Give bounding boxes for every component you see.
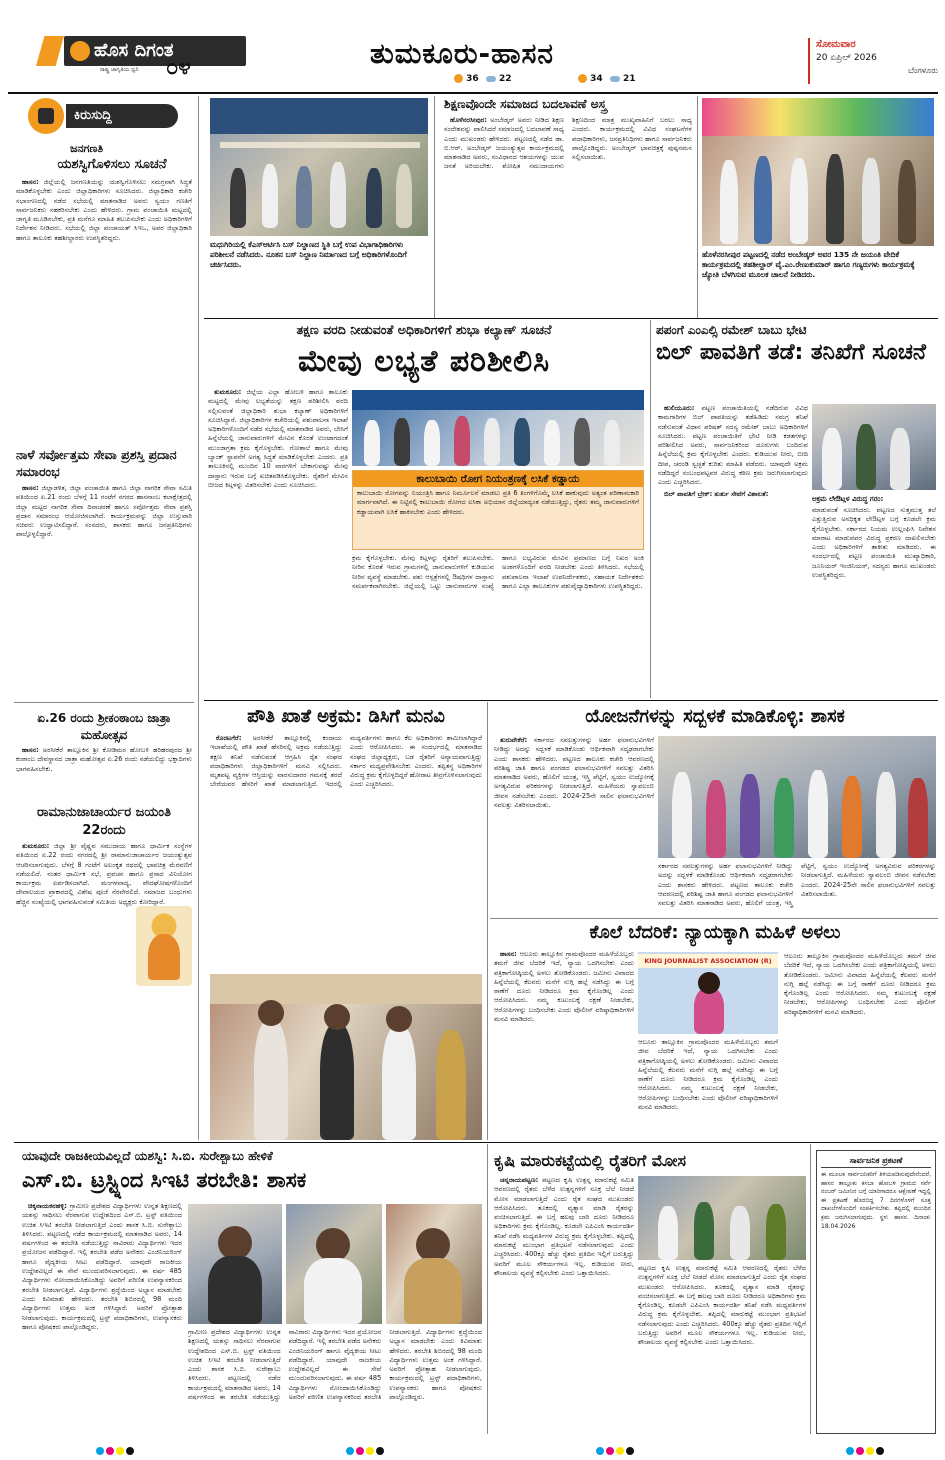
s2-body — [16, 484, 192, 698]
notice-body: ಈ ಮೂಲಕ ಸಾರ್ವಜನಿಕರಿಗೆ ತಿಳಿಯಪಡಿಸುವುದೇನೆಂದರೆ, ಹಾಸನ ತಾಲ್ಲೂಕು ಕಸಬಾ ಹೋಬಳಿ ಗ್ರಾಮದ ಸರ್ವೆ ನಂಬರ್ ಜಮೀನಿನ ಬಗ್ಗೆ ಯಾರಿಗಾದರೂ ಆಕ್ಷೇಪಣೆ ಇದ್ದಲ್ಲಿ ಈ ಪ್ರಕಟಣೆ ಹೊರಬಿದ್ದ 7 ದಿನಗಳೊಳಗೆ ಸೂಕ್ತ ದಾಖಲೆಗಳೊಂದಿಗೆ ಸಂಪರ್ಕಿಸಬೇಕು. ತಪ್ಪಿದಲ್ಲಿ ಮುಂದಿನ ಕ್ರಮ ಜರುಗಿಸಲಾಗುವುದು. ಸ್ಥಳ: ಹಾಸನ. ದಿನಾಂಕ: 18.04.2026 — [821, 1171, 931, 1230]
sidebar-brand — [28, 98, 188, 134]
story2-title: ಕೃಷಿ ಮಾರುಕಟ್ಟೆಯಲ್ಲಿ ರೈತರಿಗೆ ಮೋಸ — [494, 1151, 687, 1170]
lead-title: ಮೇವು ಲಭ್ಯತೆ ಪರಿಶೀಲಿಸಿ — [297, 344, 551, 379]
masthead-logo-block — [36, 36, 252, 86]
bottom-row-rule — [14, 1142, 938, 1143]
right-sub-3: ಅಕ್ರಮ ಲೇಔಟ್ಗಳ ವಿರುದ್ಧ ಗರಂ: — [812, 495, 884, 503]
mid-body-3-cont: ಆಲೂರು ತಾಲ್ಲೂಕಿನ ಗ್ರಾಮವೊಂದರ ಮಹಿಳೆಯೊಬ್ಬರು ತಮಗೆ ಜೀವ ಬೆದರಿಕೆ ಇದೆ, ನ್ಯಾಯ ಒದಗಿಸಬೇಕು ಎಂದು ಪತ್ರಿಕಾಗೋಷ್ಠಿಯಲ್ಲಿ ಅಳಲು ತೋಡಿಕೊಂಡರು. ಜಮೀನು ವಿವಾದದ ಹಿನ್ನೆಲೆಯಲ್ಲಿ ಕೆಲವರು ಮನೆಗೆ ನುಗ್ಗಿ ಹಲ್ಲೆ ನಡೆಸಿದ್ದು ಈ ಬಗ್ಗೆ ಠಾಣೆಗೆ ದೂರು ನೀಡಿದರೂ ಕ್ರಮ ಕೈಗೊಂಡಿಲ್ಲ ಎಂದು ಆರೋಪಿಸಿದರು. ನಮ್ಮ ಕುಟುಂಬಕ್ಕೆ ರಕ್ಷಣೆ ನೀಡಬೇಕು, ಆರೋಪಿಗಳನ್ನು ಬಂಧಿಸಬೇಕು ಎಂದು ಪೊಲೀಸ್ ವರಿಷ್ಠಾಧಿಕಾರಿಗಳಿಗೆ ಮನವಿ ಮಾಡಿದರು. — [638, 1038, 778, 1112]
right-kicker: ಪಪಂಗೆ ಎಂಎಲ್ಸಿ ರಮೇಶ್ ಬಾಬು ಭೇಟಿ — [656, 323, 807, 337]
mid-title-1: ಪೌತಿ ಖಾತೆ ಅಕ್ರಮ: ಡಿಸಿಗೆ ಮನವಿ — [247, 706, 445, 727]
mid-body-3-text: ಆಲೂರು ತಾಲ್ಲೂಕಿನ ಗ್ರಾಮವೊಂದರ ಮಹಿಳೆಯೊಬ್ಬರು ತಮಗೆ ಜೀವ ಬೆದರಿಕೆ ಇದೆ, ನ್ಯಾಯ ಒದಗಿಸಬೇಕು ಎಂದು ಪತ್ರಿಕಾಗೋಷ್ಠಿಯಲ್ಲಿ ಅಳಲು ತೋಡಿಕೊಂಡರು. ಜಮೀನು ವಿವಾದದ ಹಿನ್ನೆಲೆಯಲ್ಲಿ ಕೆಲವರು ಮನೆಗೆ ನುಗ್ಗಿ ಹಲ್ಲೆ ನಡೆಸಿದ್ದು ಈ ಬಗ್ಗೆ ಠಾಣೆಗೆ ದೂರು ನೀಡಿದರೂ ಕ್ರಮ ಕೈಗೊಂಡಿಲ್ಲ ಎಂದು ಆರೋಪಿಸಿದರು. ನಮ್ಮ ಕುಟುಂಬಕ್ಕೆ ರಕ್ಷಣೆ ನೀಡಬೇಕು, ಆರೋಪಿಗಳನ್ನು ಬಂಧಿಸಬೇಕು ಎಂದು ಪೊಲೀಸ್ ವರಿಷ್ಠಾಧಿಕಾರಿಗಳಿಗೆ ಮನವಿ ಮಾಡಿದರು. — [494, 950, 634, 1024]
mid-dateline-1: ಕೊರಟಗೆರೆ: — [216, 734, 242, 742]
mid-body-2-cont: ಸರ್ಕಾರದ ಸವಲತ್ತುಗಳನ್ನು ಅರ್ಹ ಫಲಾನುಭವಿಗಳಿಗೆ ನೀಡಿದ್ದು ಅದನ್ನು ಸದ್ಬಳಕೆ ಮಾಡಿಕೊಂಡು ಆರ್ಥಿಕವಾಗಿ ಸದೃಢರಾಗಬೇಕು ಎಂದು ಶಾಸಕರು ಹೇಳಿದರು. ಪಟ್ಟಣದ ತಾಲೂಕು ಕಚೇರಿ ಆವರಣದಲ್ಲಿ ಪರಿಶಿಷ್ಟ ಜಾತಿ ಹಾಗೂ ಪಂಗಡದ ಫಲಾನುಭವಿಗಳಿಗೆ ಸವಲತ್ತು ವಿತರಿಸಿ ಮಾತನಾಡಿದ ಅವರು, ಹೊಲಿಗೆ ಯಂತ್ರ, ಇಸ್ತ್ರಿ ಪೆಟ್ಟಿಗೆ, ಸ್ವಯಂ ಉದ್ಯೋಗಕ್ಕೆ ಅಗತ್ಯವಿರುವ ಪರಿಕರಗಳನ್ನು ನೀಡಲಾಗುತ್ತಿದೆ. ಮಹಿಳೆಯರು ಸ್ವಾವಲಂಬಿ ಜೀವನ ನಡೆಸಬೇಕು ಎಂದರು. 2024-25ನೇ ಸಾಲಿನ ಫಲಾನುಭವಿಗಳಿಗೆ ಸವಲತ್ತು ವಿತರಿಸಲಾಯಿತು. — [658, 862, 936, 908]
s1-dateline: ಹಾಸನ: — [22, 178, 39, 186]
day-name: ಸೋಮವಾರ — [816, 39, 856, 50]
weather-block-1 — [454, 74, 524, 88]
mid-title-3: ಕೊಲೆ ಬೆದರಿಕೆ: ನ್ಯಾಯಕ್ಕಾಗಿ ಮಹಿಳೆ ಅಳಲು — [589, 922, 841, 943]
print-marks-3 — [596, 1440, 636, 1459]
bottom-title: ಎಸ್.ಬಿ. ಟ್ರಸ್ಟ್ನಿಂದ ಸಿಇಟಿ ತರಬೇತಿ: ಶಾಸಕ — [22, 1168, 307, 1192]
story-dateline: ಹೊಳೆನರಸೀಪುರ: — [450, 116, 487, 124]
weather-2-min: 21 — [622, 74, 636, 84]
top-rule-2 — [697, 96, 698, 318]
apmc-photo — [638, 1176, 806, 1260]
right-body — [658, 404, 808, 698]
weather-2-max: 34 — [590, 74, 603, 84]
bottom-rule-1 — [487, 1144, 488, 1434]
s4-title: ರಾಮಾನುಜಾಚಾರ್ಯರ ಜಯಂತಿ 22ರಂದು — [37, 805, 171, 838]
press-meet-photo — [638, 952, 778, 1034]
s4-dateline: ತುಮಕೂರು: — [22, 842, 50, 850]
lead-kicker: ತಕ್ಷಣ ವರದಿ ನೀಡುವಂತೆ ಅಧಿಕಾರಿಗಳಿಗೆ ಶುಭಾ ಕಲ್ಯಾಣ್ ಸೂಚನೆ — [296, 322, 552, 337]
mid-row-rule — [204, 700, 938, 701]
right-title: ಬಿಲ್ ಪಾವತಿಗೆ ತಡೆ: ತನಿಖೆಗೆ ಸೂಚನೆ — [656, 340, 927, 365]
s2-body-text: ಜಿಲ್ಲಾಡಳಿತ, ಜಿಲ್ಲಾ ಪಂಚಾಯಿತಿ ಹಾಗೂ ಜಿಲ್ಲಾ ನಾಗರಿಕ ಸೇವಾ ಸಮಿತಿ ವತಿಯಿಂದ ಏ.21 ರಂದು ಬೆಳಗ್ಗೆ 11 ಗಂಟೆಗೆ ನಗರದ ಹಾಸನಾಂಬ ಕಲಾಕ್ಷೇತ್ರದಲ್ಲಿ ಜಿಲ್ಲಾ ಮಟ್ಟದ ನಾಗರಿಕ ಸೇವಾ ದಿನಾಚರಣೆ ಹಾಗೂ ಸರ್ವೋತ್ತಮ ಸೇವಾ ಪ್ರಶಸ್ತಿ ಪ್ರದಾನ ಸಮಾರಂಭ ಆಯೋಜಿಸಲಾಗಿದೆ. ಕಾರ್ಯಕ್ರಮವನ್ನು ಜಿಲ್ಲಾ ಉಸ್ತುವಾರಿ ಸಚಿವರು ಉದ್ಘಾಟಿಸಲಿದ್ದಾರೆ. ಸಂಸದರು, ಶಾಸಕರು ಹಾಗೂ ಜನಪ್ರತಿನಿಧಿಗಳು ಪಾಲ್ಗೊಳ್ಳಲಿದ್ದಾರೆ. — [16, 484, 192, 539]
s1-body-text: ಜಿಲ್ಲೆಯಲ್ಲಿ ಜನಗಣತಿಯನ್ನು ಯಶಸ್ವಿಗೊಳಿಸಲು ಸಮಗ್ರವಾಗಿ ಸಿದ್ಧತೆ ಮಾಡಿಕೊಳ್ಳಬೇಕು ಎಂದು ಜಿಲ್ಲಾಧಿಕಾರಿಗಳು ಸೂಚಿಸಿದರು. ಜಿಲ್ಲಾಧಿಕಾರಿ ಕಚೇರಿ ಸಭಾಂಗಣದಲ್ಲಿ ನಡೆದ ಸಭೆಯಲ್ಲಿ ಮಾತನಾಡಿದ ಅವರು ಸ್ವಯಂ ಗಣತಿಗೆ ಸಾರ್ವಜನಿಕರು ಸಹಕರಿಸಬೇಕು ಎಂದು ಹೇಳಿದರು. ಗ್ರಾಮ ಪಂಚಾಯಿತಿ ಮಟ್ಟದಲ್ಲಿ ಜಾಗೃತಿ ಮೂಡಿಸಬೇಕು, ಪ್ರತಿ ಮನೆಗೂ ಮಾಹಿತಿ ತಲುಪಿಸಬೇಕು ಎಂದು ಅಧಿಕಾರಿಗಳಿಗೆ ನಿರ್ದೇಶನ ನೀಡಿದರು. ಸಭೆಯಲ್ಲಿ ಜಿಲ್ಲಾ ಪಂಚಾಯತ್ ಸಿಇಒ, ಅಪರ ಜಿಲ್ಲಾಧಿಕಾರಿ ಹಾಗೂ ತಾಲೂಕು ತಹಶೀಲ್ದಾರರು ಉಪಸ್ಥಿತರಿದ್ದರು. — [16, 178, 192, 242]
story2-dateline: ಚನ್ನರಾಯಪಟ್ಟಣ: — [500, 1176, 539, 1184]
bottom-rule-2 — [810, 1144, 811, 1434]
page-number: ೦೪ — [166, 55, 191, 80]
cet-photo-3 — [386, 1204, 482, 1324]
s1-body — [16, 178, 192, 490]
mid-body-2 — [494, 736, 654, 916]
cloud-icon — [486, 76, 496, 82]
orange-flag-shape — [36, 36, 64, 66]
s2-title: ನಾಳೆ ಸರ್ವೋತ್ತಮ ಸೇವಾ ಪ್ರಶಸ್ತಿ ಪ್ರದಾನ ಸಮಾರಂಭ — [16, 447, 177, 479]
press-banner-text: KING JOURNALIST ASSOCIATION (R) — [638, 954, 778, 968]
petition-photo — [210, 974, 482, 1140]
bus-stand-caption: ಮಧುಗಿರಿಯಲ್ಲಿ ಕೆಎಸ್ಆರ್ಟಿಸಿ ಬಸ್ ನಿಲ್ದಾಣದ ಸ್ಥಿತಿ ಬಗ್ಗೆ ಉಪ ವಿಭಾಗಾಧಿಕಾರಿಗಳು ಪರಿಶೀಲನೆ ನಡೆಸಿದರು. ನೂತನ ಬಸ್ ನಿಲ್ದಾಣ ನಿರ್ಮಾಣದ ಬಗ್ಗೆ ಅಧಿಕಾರಿಗಳೊಂದಿಗೆ ಚರ್ಚಿಸಿದರು. — [210, 240, 407, 269]
sun-icon — [578, 74, 587, 83]
mid-body-2-text: ಸರ್ಕಾರದ ಸವಲತ್ತುಗಳನ್ನು ಅರ್ಹ ಫಲಾನುಭವಿಗಳಿಗೆ ನೀಡಿದ್ದು ಅದನ್ನು ಸದ್ಬಳಕೆ ಮಾಡಿಕೊಂಡು ಆರ್ಥಿಕವಾಗಿ ಸದೃಢರಾಗಬೇಕು ಎಂದು ಶಾಸಕರು ಹೇಳಿದರು. ಪಟ್ಟಣದ ತಾಲೂಕು ಕಚೇರಿ ಆವರಣದಲ್ಲಿ ಪರಿಶಿಷ್ಟ ಜಾತಿ ಹಾಗೂ ಪಂಗಡದ ಫಲಾನುಭವಿಗಳಿಗೆ ಸವಲತ್ತು ವಿತರಿಸಿ ಮಾತನಾಡಿದ ಅವರು, ಹೊಲಿಗೆ ಯಂತ್ರ, ಇಸ್ತ್ರಿ ಪೆಟ್ಟಿಗೆ, ಸ್ವಯಂ ಉದ್ಯೋಗಕ್ಕೆ ಅಗತ್ಯವಿರುವ ಪರಿಕರಗಳನ್ನು ನೀಡಲಾಗುತ್ತಿದೆ. ಮಹಿಳೆಯರು ಸ್ವಾವಲಂಬಿ ಜೀವನ ನಡೆಸಬೇಕು ಎಂದರು. 2024-25ನೇ ಸಾಲಿನ ಫಲಾನುಭವಿಗಳಿಗೆ ಸವಲತ್ತು ವಿತರಿಸಲಾಯಿತು. — [494, 736, 654, 810]
print-marks-2 — [346, 1440, 386, 1459]
lead-body — [208, 388, 348, 604]
lead-inset-title: ಕಾಲುಬಾಯಿ ರೋಗ ನಿಯಂತ್ರಣಕ್ಕೆ ಲಸಿಕೆ ಕಡ್ಡಾಯ — [353, 471, 643, 487]
public-notice — [816, 1150, 936, 1434]
story-body — [444, 116, 692, 316]
story-body-text: ಅಂಬೇಡ್ಕರ್ ಅವರು ನೀಡಿದ ಶಿಕ್ಷಣ ಸಂದೇಶವನ್ನು ಪಾಲಿಸಿದರೆ ಸಮಾಜದಲ್ಲಿ ಬದಲಾವಣೆ ಸಾಧ್ಯ ಎಂದು ಮುಖಂಡರು ಹೇಳಿದರು. ಪಟ್ಟಣದಲ್ಲಿ ನಡೆದ ಡಾ. ಬಿ.ಆರ್. ಅಂಬೇಡ್ಕರ್ ಜಯಂತ್ಯುತ್ಸವ ಕಾರ್ಯಕ್ರಮದಲ್ಲಿ ಮಾತನಾಡಿದ ಅವರು, ಸಂವಿಧಾನದ ಆಶಯಗಳನ್ನು ಯುವ ಜನತೆ ಅರಿಯಬೇಕು. ಶೋಷಿತ ಸಮುದಾಯಗಳು ಶಿಕ್ಷಣದಿಂದ ಮಾತ್ರ ಮುಖ್ಯವಾಹಿನಿಗೆ ಬರಲು ಸಾಧ್ಯ ಎಂದರು. ಕಾರ್ಯಕ್ರಮದಲ್ಲಿ ವಿವಿಧ ಸಂಘಟನೆಗಳ ಪದಾಧಿಕಾರಿಗಳು, ಜನಪ್ರತಿನಿಧಿಗಳು ಹಾಗೂ ಸಾರ್ವಜನಿಕರು ಪಾಲ್ಗೊಂಡಿದ್ದರು. ಅಂಬೇಡ್ಕರ್ ಭಾವಚಿತ್ರಕ್ಕೆ ಪುಷ್ಪನಮನ ಸಲ್ಲಿಸಲಾಯಿತು. — [444, 116, 692, 171]
vaccine-launch-photo — [352, 390, 644, 466]
weather-1-max: 36 — [466, 74, 479, 84]
city-text: ಬೆಂಗಳೂರು — [908, 66, 938, 75]
sidebar — [14, 96, 194, 1138]
date-block — [808, 38, 938, 84]
right-body-2: ಮಾಡುವಂತೆ ಸೂಚಿಸಿದರು. ಪಟ್ಟಣದ ಸುತ್ತಮುತ್ತ ತಲೆ ಎತ್ತುತ್ತಿರುವ ಅನಧಿಕೃತ ಲೇಔಟ್ಗಳ ಬಗ್ಗೆ ಕೂಡಲೇ ಕ್ರಮ ಕೈಗೊಳ್ಳಬೇಕು. ಸರ್ಕಾರದ ನಿಯಮ ಉಲ್ಲಂಘಿಸಿ ನಿವೇಶನ ಮಾರಾಟ ಮಾಡುವವರ ವಿರುದ್ಧ ಪ್ರಕರಣ ದಾಖಲಿಸಬೇಕು ಎಂದು ಅಧಿಕಾರಿಗಳಿಗೆ ತಾಕೀತು ಮಾಡಿದರು. ಈ ಸಂದರ್ಭದಲ್ಲಿ ಪಟ್ಟಣ ಪಂಚಾಯಿತಿ ಮುಖ್ಯಾಧಿಕಾರಿ, ಜೂನಿಯರ್ ಇಂಜಿನಿಯರ್, ಸದಸ್ಯರು ಹಾಗೂ ಮುಖಂಡರು ಉಪಸ್ಥಿತರಿದ್ದರು. — [812, 506, 936, 580]
right-body-text: ಪಟ್ಟಣ ಪಂಚಾಯಿತಿಯಲ್ಲಿ ನಡೆದಿರುವ ವಿವಿಧ ಕಾಮಗಾರಿಗಳ ಬಿಲ್ ಪಾವತಿಯನ್ನು ತಡೆಹಿಡಿದು ಸಮಗ್ರ ತನಿಖೆ ನಡೆಸುವಂತೆ ವಿಧಾನ ಪರಿಷತ್ ಸದಸ್ಯ ರಮೇಶ್ ಬಾಬು ಅಧಿಕಾರಿಗಳಿಗೆ ಸೂಚಿಸಿದರು. ಪಟ್ಟಣ ಪಂಚಾಯಿತಿಗೆ ಭೇಟಿ ನೀಡಿ ಕಡತಗಳನ್ನು ಪರಿಶೀಲಿಸಿದ ಅವರು, ಸಾರ್ವಜನಿಕರಿಂದ ದೂರುಗಳು ಬಂದಿರುವ ಹಿನ್ನೆಲೆಯಲ್ಲಿ ಕ್ರಮ ಕೈಗೊಳ್ಳಬೇಕು ಎಂದರು. ಕುಡಿಯುವ ನೀರು, ಬೀದಿ ದೀಪ, ಚರಂಡಿ ಸ್ವಚ್ಛತೆ ಕುರಿತು ಮಾಹಿತಿ ಪಡೆದರು. ಯಾವುದೇ ಅಕ್ರಮ ನಡೆದಿದ್ದರೆ ಸಂಬಂಧಪಟ್ಟವರ ವಿರುದ್ಧ ಕಠಿಣ ಕ್ರಮ ಜರುಗಿಸಲಾಗುವುದು ಎಂದು ಎಚ್ಚರಿಸಿದರು. — [658, 404, 808, 487]
s2-dateline: ಹಾಸನ: — [22, 484, 39, 492]
notice-title: ಸಾರ್ವಜನಿಕ ಪ್ರಕಟಣೆ — [821, 1155, 931, 1168]
sidebar-brand-text: ಕಿರುಸುದ್ದಿ — [74, 108, 112, 123]
lead-body-2: ಕ್ರಮ ಕೈಗೊಳ್ಳಬೇಕು. ಮೇವು ಕಿಟ್ಗಳನ್ನು ರೈತರಿಗೆ ತಲುಪಿಸಬೇಕು. ನೀರಿನ ಕೊರತೆ ಇರುವ ಗ್ರಾಮಗಳಲ್ಲಿ ಜಾನುವಾರುಗಳಿಗೆ ಕುಡಿಯುವ ನೀರಿನ ವ್ಯವಸ್ಥೆ ಮಾಡಬೇಕು. ಪಶು ಆಸ್ಪತ್ರೆಗಳಲ್ಲಿ ಔಷಧಿಗಳ ದಾಸ್ತಾನು ಸಮರ್ಪಕವಾಗಿರಬೇಕು. ಜಿಲ್ಲೆಯಲ್ಲಿ ಒಟ್ಟು ಜಾನುವಾರುಗಳ ಸಂಖ್ಯೆ ಹಾಗೂ ಲಭ್ಯವಿರುವ ಮೇವಿನ ಪ್ರಮಾಣದ ಬಗ್ಗೆ ನಿಖರ ಅಂಕಿ ಅಂಶಗಳೊಂದಿಗೆ ವರದಿ ನೀಡಬೇಕು ಎಂದು ತಿಳಿಸಿದರು. ಸಭೆಯಲ್ಲಿ ಪಶುಪಾಲನಾ ಇಲಾಖೆ ಉಪನಿರ್ದೇಶಕರು, ಸಹಾಯಕ ನಿರ್ದೇಶಕರು ಹಾಗೂ ಎಲ್ಲಾ ತಾಲೂಕುಗಳ ಪಶುವೈದ್ಯಾಧಿಕಾರಿಗಳು ಉಪಸ್ಥಿತರಿದ್ದರು. — [352, 554, 644, 590]
logo-emblem-icon — [70, 41, 90, 61]
bottom-body — [22, 1202, 182, 1434]
bottom-dateline: ಚಿಕ್ಕನಾಯಕನಹಳ್ಳಿ: — [28, 1202, 67, 1210]
date-text: 20 ಏಪ್ರಿಲ್ 2026 — [816, 53, 877, 63]
s3-title: ಏ.26 ರಂದು ಶ್ರೀಕಂಠಾಂಬ ಜಾತ್ರಾ ಮಹೋತ್ಸವ — [37, 711, 171, 742]
mid-dateline-3: ಹಾಸನ: — [500, 950, 517, 958]
top-row-rule — [204, 318, 938, 319]
ambedkar-jayanti-photo — [702, 98, 934, 246]
lead-inset-box — [352, 470, 644, 550]
mlc-visit-photo — [812, 404, 936, 490]
story2-body-text: ಪಟ್ಟಣದ ಕೃಷಿ ಉತ್ಪನ್ನ ಮಾರುಕಟ್ಟೆ ಸಮಿತಿ ಆವರಣದಲ್ಲಿ ರೈತರು ಬೆಳೆದ ಉತ್ಪನ್ನಗಳಿಗೆ ಸೂಕ್ತ ಬೆಲೆ ನೀಡದೆ ಮೋಸ ಮಾಡಲಾಗುತ್ತಿದೆ ಎಂದು ರೈತ ಸಂಘದ ಮುಖಂಡರು ಆರೋಪಿಸಿದರು. ತೂಕದಲ್ಲಿ ವ್ಯತ್ಯಾಸ ಮಾಡಿ ರೈತರನ್ನು ವಂಚಿಸಲಾಗುತ್ತಿದೆ. ಈ ಬಗ್ಗೆ ಹಲವು ಬಾರಿ ದೂರು ನೀಡಿದರೂ ಅಧಿಕಾರಿಗಳು ಕ್ರಮ ಕೈಗೊಂಡಿಲ್ಲ. ಕೂಡಲೇ ಎಪಿಎಂಸಿ ಕಾರ್ಯದರ್ಶಿ ತನಿಖೆ ನಡೆಸಿ ಮಧ್ಯವರ್ತಿಗಳ ವಿರುದ್ಧ ಕ್ರಮ ಕೈಗೊಳ್ಳಬೇಕು. ತಪ್ಪಿದಲ್ಲಿ ಮಾರುಕಟ್ಟೆ ಮುಂಭಾಗ ಪ್ರತಿಭಟನೆ ನಡೆಸಲಾಗುವುದು ಎಂದು ಎಚ್ಚರಿಸಿದರು. 400ಕ್ಕೂ ಹೆಚ್ಚು ರೈತರು ಪ್ರತಿದಿನ ಇಲ್ಲಿಗೆ ಬರುತ್ತಿದ್ದು ಅವರಿಗೆ ಮೂಲ ಸೌಕರ್ಯಗಳೂ ಇಲ್ಲ. ಕುಡಿಯುವ ನೀರು, ಶೌಚಾಲಯ ವ್ಯವಸ್ಥೆ ಕಲ್ಪಿಸಬೇಕು ಎಂದು ಒತ್ತಾಯಿಸಿದರು. — [494, 1176, 634, 1277]
weather-1-min: 22 — [498, 74, 512, 84]
s1-title: ಯಶಸ್ವಿಗೊಳಿಸಲು ಸೂಚನೆ — [57, 157, 167, 172]
mid-rule-1 — [487, 702, 488, 1140]
cet-photo-1 — [188, 1204, 282, 1324]
bus-stand-photo — [210, 98, 428, 236]
right-sub-2: ತುರ್ತು ಸೇವೆಗೆ ವಿಶಾಲತೆ: — [714, 489, 769, 498]
sidebar-brand-tab — [66, 104, 178, 128]
mid-rule-2 — [490, 918, 938, 919]
mid-body-1-text: ಅರಸೀಕೆರೆ ತಾಲ್ಲೂಕಿನಲ್ಲಿ ಕಂದಾಯ ಇಲಾಖೆಯಲ್ಲಿ ಪೌತಿ ಖಾತೆ ಹೆಸರಿನಲ್ಲಿ ಅಕ್ರಮ ನಡೆಯುತ್ತಿದ್ದು ತಕ್ಷಣ ತನಿಖೆ ನಡೆಸುವಂತೆ ಆಗ್ರಹಿಸಿ ರೈತ ಸಂಘದ ಪದಾಧಿಕಾರಿಗಳು ಜಿಲ್ಲಾಧಿಕಾರಿಗಳಿಗೆ ಮನವಿ ಸಲ್ಲಿಸಿದರು. ಮೃತಪಟ್ಟ ವ್ಯಕ್ತಿಗಳ ಆಸ್ತಿಯನ್ನು ವಾರಸುದಾರರ ಗಮನಕ್ಕೆ ತರದೆ ಬೇರೆಯವರ ಹೆಸರಿಗೆ ಖಾತೆ ಮಾಡಲಾಗುತ್ತಿದೆ. ಇದರಲ್ಲಿ ಮಧ್ಯವರ್ತಿಗಳು ಹಾಗೂ ಕೆಲ ಅಧಿಕಾರಿಗಳು ಶಾಮೀಲಾಗಿದ್ದಾರೆ ಎಂದು ಆರೋಪಿಸಿದರು. ಈ ಸಂದರ್ಭದಲ್ಲಿ ಮಾತನಾಡಿದ ಸಂಘದ ಜಿಲ್ಲಾಧ್ಯಕ್ಷರು, ಬಡ ರೈತರಿಗೆ ಅನ್ಯಾಯವಾಗುತ್ತಿದ್ದು ಸರ್ಕಾರ ಮಧ್ಯಪ್ರವೇಶಿಸಬೇಕು ಎಂದರು. ತಪ್ಪಿತಸ್ಥ ಅಧಿಕಾರಿಗಳ ವಿರುದ್ಧ ಕ್ರಮ ಕೈಗೊಳ್ಳದಿದ್ದರೆ ಹೋರಾಟ ತೀವ್ರಗೊಳಿಸಲಾಗುವುದು ಎಂದು ಎಚ್ಚರಿಸಿದರು. — [210, 734, 482, 789]
mid-title-2: ಯೋಜನೆಗಳನ್ನು ಸದ್ಬಳಕೆ ಮಾಡಿಕೊಳ್ಳಿ: ಶಾಸಕ — [585, 706, 845, 727]
logo-text: ಹೊಸ ದಿಗಂತ — [94, 40, 174, 61]
s4-body-text: ಜಿಲ್ಲಾ ಶ್ರೀ ವೈಷ್ಣವ ಸಮುದಾಯ ಹಾಗೂ ಧಾರ್ಮಿಕ ಸಂಸ್ಥೆಗಳ ವತಿಯಿಂದ ಏ.22 ರಂದು ನಗರದಲ್ಲಿ ಶ್ರೀ ರಾಮಾನುಜಾಚಾರ್ಯರ ಜಯಂತ್ಯುತ್ಸವ ಆಚರಿಸಲಾಗುವುದು. ಬೆಳಗ್ಗೆ 8 ಗಂಟೆಗೆ ಅಲಂಕೃತ ರಥದಲ್ಲಿ ಭಾವಚಿತ್ರ ಮೆರವಣಿಗೆ ನಡೆಯಲಿದೆ. ನಂತರ ಧಾರ್ಮಿಕ ಸಭೆ, ಪ್ರವಚನ ಹಾಗೂ ಪ್ರಸಾದ ವಿನಿಯೋಗ ಕಾರ್ಯಕ್ರಮ ಏರ್ಪಡಿಸಲಾಗಿದೆ. ಮಂಗಳವಾದ್ಯ, ವೇದಘೋಷಗಳೊಂದಿಗೆ ದೇವಾಲಯದ ಪ್ರಾಕಾರದಲ್ಲಿ ವಿಶೇಷ ಪೂಜೆ ನೆರವೇರಲಿದೆ. ಸಮಾಜದ ಬಂಧುಗಳು ಹೆಚ್ಚಿನ ಸಂಖ್ಯೆಯಲ್ಲಿ ಭಾಗವಹಿಸುವಂತೆ ಸಮಿತಿಯ ಅಧ್ಯಕ್ಷರು ಕೋರಿದ್ದಾರೆ. — [16, 842, 192, 906]
edition-title: ತುಮಕೂರು-ಹಾಸನ — [370, 37, 554, 70]
pointing-hand-icon — [28, 98, 64, 134]
mid-body-3-col3: ಆಲೂರು ತಾಲ್ಲೂಕಿನ ಗ್ರಾಮವೊಂದರ ಮಹಿಳೆಯೊಬ್ಬರು ತಮಗೆ ಜೀವ ಬೆದರಿಕೆ ಇದೆ, ನ್ಯಾಯ ಒದಗಿಸಬೇಕು ಎಂದು ಪತ್ರಿಕಾಗೋಷ್ಠಿಯಲ್ಲಿ ಅಳಲು ತೋಡಿಕೊಂಡರು. ಜಮೀನು ವಿವಾದದ ಹಿನ್ನೆಲೆಯಲ್ಲಿ ಕೆಲವರು ಮನೆಗೆ ನುಗ್ಗಿ ಹಲ್ಲೆ ನಡೆಸಿದ್ದು ಈ ಬಗ್ಗೆ ಠಾಣೆಗೆ ದೂರು ನೀಡಿದರೂ ಕ್ರಮ ಕೈಗೊಂಡಿಲ್ಲ ಎಂದು ಆರೋಪಿಸಿದರು. ನಮ್ಮ ಕುಟುಂಬಕ್ಕೆ ರಕ್ಷಣೆ ನೀಡಬೇಕು, ಆರೋಪಿಗಳನ್ನು ಬಂಧಿಸಬೇಕು ಎಂದು ಪೊಲೀಸ್ ವರಿಷ್ಠಾಧಿಕಾರಿಗಳಿಗೆ ಮನವಿ ಮಾಡಿದರು. — [784, 952, 936, 1016]
bottom-body-cont: ಗ್ರಾಮೀಣ ಪ್ರದೇಶದ ವಿದ್ಯಾರ್ಥಿಗಳು ಉನ್ನತ ಶಿಕ್ಷಣದಲ್ಲಿ ಯಶಸ್ಸು ಸಾಧಿಸಲು ನೆರವಾಗುವ ಉದ್ದೇಶದಿಂದ ಎಸ್.ಬಿ. ಟ್ರಸ್ಟ್ ವತಿಯಿಂದ ಉಚಿತ ಸಿಇಟಿ ತರಬೇತಿ ನೀಡಲಾಗುತ್ತಿದೆ ಎಂದು ಶಾಸಕ ಸಿ.ಬಿ. ಸುರೇಶ್ಬಾಬು ತಿಳಿಸಿದರು. ಪಟ್ಟಣದಲ್ಲಿ ನಡೆದ ಕಾರ್ಯಕ್ರಮದಲ್ಲಿ ಮಾತನಾಡಿದ ಅವರು, 14 ವರ್ಷಗಳಿಂದ ಈ ತರಬೇತಿ ನಡೆಯುತ್ತಿದ್ದು ಸಾವಿರಾರು ವಿದ್ಯಾರ್ಥಿಗಳು ಇದರ ಪ್ರಯೋಜನ ಪಡೆದಿದ್ದಾರೆ. ಇಲ್ಲಿ ತರಬೇತಿ ಪಡೆದ ಅನೇಕರು ಎಂಜಿನಿಯರಿಂಗ್ ಹಾಗೂ ವೈದ್ಯಕೀಯ ಸೀಟು ಪಡೆದಿದ್ದಾರೆ. ಯಾವುದೇ ರಾಜಕೀಯ ಉದ್ದೇಶವಿಲ್ಲದೆ ಈ ಸೇವೆ ಮುಂದುವರಿಸಲಾಗುವುದು. ಈ ವರ್ಷ 485 ವಿದ್ಯಾರ್ಥಿಗಳು ನೋಂದಾಯಿಸಿಕೊಂಡಿದ್ದು ಅವರಿಗೆ ಪರಿಣಿತ ಉಪನ್ಯಾಸಕರಿಂದ ತರಬೇತಿ ನೀಡಲಾಗುತ್ತಿದೆ. ವಿದ್ಯಾರ್ಥಿಗಳು ಶ್ರದ್ಧೆಯಿಂದ ಅಭ್ಯಾಸ ಮಾಡಬೇಕು ಎಂದು ಕಿವಿಮಾತು ಹೇಳಿದರು. ತರಬೇತಿ ಶಿಬಿರದಲ್ಲಿ 98 ಮಂದಿ ವಿದ್ಯಾರ್ಥಿಗಳು ಉತ್ತಮ ಅಂಕ ಗಳಿಸಿದ್ದಾರೆ. ಅವರಿಗೆ ಪ್ರೋತ್ಸಾಹ ನೀಡಲಾಗುವುದು. ಕಾರ್ಯಕ್ರಮದಲ್ಲಿ ಟ್ರಸ್ಟ್ ಪದಾಧಿಕಾರಿಗಳು, ಉಪನ್ಯಾಸಕರು ಹಾಗೂ ಪೋಷಕರು ಪಾಲ್ಗೊಂಡಿದ್ದರು. — [188, 1328, 482, 1402]
print-marks-1 — [96, 1440, 136, 1459]
ramanuja-portrait — [136, 906, 192, 986]
story2-body-cont: ಪಟ್ಟಣದ ಕೃಷಿ ಉತ್ಪನ್ನ ಮಾರುಕಟ್ಟೆ ಸಮಿತಿ ಆವರಣದಲ್ಲಿ ರೈತರು ಬೆಳೆದ ಉತ್ಪನ್ನಗಳಿಗೆ ಸೂಕ್ತ ಬೆಲೆ ನೀಡದೆ ಮೋಸ ಮಾಡಲಾಗುತ್ತಿದೆ ಎಂದು ರೈತ ಸಂಘದ ಮುಖಂಡರು ಆರೋಪಿಸಿದರು. ತೂಕದಲ್ಲಿ ವ್ಯತ್ಯಾಸ ಮಾಡಿ ರೈತರನ್ನು ವಂಚಿಸಲಾಗುತ್ತಿದೆ. ಈ ಬಗ್ಗೆ ಹಲವು ಬಾರಿ ದೂರು ನೀಡಿದರೂ ಅಧಿಕಾರಿಗಳು ಕ್ರಮ ಕೈಗೊಂಡಿಲ್ಲ. ಕೂಡಲೇ ಎಪಿಎಂಸಿ ಕಾರ್ಯದರ್ಶಿ ತನಿಖೆ ನಡೆಸಿ ಮಧ್ಯವರ್ತಿಗಳ ವಿರುದ್ಧ ಕ್ರಮ ಕೈಗೊಳ್ಳಬೇಕು. ತಪ್ಪಿದಲ್ಲಿ ಮಾರುಕಟ್ಟೆ ಮುಂಭಾಗ ಪ್ರತಿಭಟನೆ ನಡೆಸಲಾಗುವುದು ಎಂದು ಎಚ್ಚರಿಸಿದರು. 400ಕ್ಕೂ ಹೆಚ್ಚು ರೈತರು ಪ್ರತಿದಿನ ಇಲ್ಲಿಗೆ ಬರುತ್ತಿದ್ದು ಅವರಿಗೆ ಮೂಲ ಸೌಕರ್ಯಗಳೂ ಇಲ್ಲ. ಕುಡಿಯುವ ನೀರು, ಶೌಚಾಲಯ ವ್ಯವಸ್ಥೆ ಕಲ್ಪಿಸಬೇಕು ಎಂದು ಒತ್ತಾಯಿಸಿದರು. — [638, 1264, 806, 1347]
s3-body — [16, 746, 192, 808]
s3-dateline: ಹಾಸನ: — [22, 746, 39, 754]
mid-dateline-2: ತುರುವೇಕೆರೆ: — [500, 736, 528, 744]
mid-body-3 — [494, 950, 634, 1140]
lead-body-text: ಜಿಲ್ಲೆಯ ಎಲ್ಲಾ ಹೋಬಳಿ ಹಾಗೂ ತಾಲೂಕು ಮಟ್ಟದಲ್ಲಿ ಮೇವು ಲಭ್ಯತೆಯನ್ನು ತಕ್ಷಣ ಪರಿಶೀಲಿಸಿ ವರದಿ ಸಲ್ಲಿಸುವಂತೆ ಜಿಲ್ಲಾಧಿಕಾರಿ ಶುಭಾ ಕಲ್ಯಾಣ್ ಅಧಿಕಾರಿಗಳಿಗೆ ಸೂಚಿಸಿದ್ದಾರೆ. ಜಿಲ್ಲಾಧಿಕಾರಿಗಳ ಕಚೇರಿಯಲ್ಲಿ ಪಶುಪಾಲನಾ ಇಲಾಖೆ ಅಧಿಕಾರಿಗಳೊಂದಿಗೆ ನಡೆದ ಸಭೆಯಲ್ಲಿ ಮಾತನಾಡಿದ ಅವರು, ಬೇಸಿಗೆ ಹಿನ್ನೆಲೆಯಲ್ಲಿ ಜಾನುವಾರುಗಳಿಗೆ ಮೇವಿನ ಕೊರತೆ ಉಂಟಾಗದಂತೆ ಮುಂಜಾಗ್ರತಾ ಕ್ರಮ ಕೈಗೊಳ್ಳಬೇಕು. ಗೋಶಾಲೆ ಹಾಗೂ ಮೇವು ಬ್ಯಾಂಕ್ ಸ್ಥಾಪನೆಗೆ ಅಗತ್ಯ ಸಿದ್ಧತೆ ಮಾಡಿಕೊಳ್ಳಬೇಕು ಎಂದರು. ಪ್ರತಿ ತಾಲೂಕಿನಲ್ಲಿ ಮುಂದಿನ 10 ವಾರಗಳಿಗೆ ಬೇಕಾಗುವಷ್ಟು ಮೇವು ದಾಸ್ತಾನು ಇರುವ ಬಗ್ಗೆ ಖಚಿತಪಡಿಸಿಕೊಳ್ಳಬೇಕು. ರೈತರಿಗೆ ಮೇವಿನ ಬೀಜದ ಕಿಟ್ಗಳನ್ನು ವಿತರಿಸಬೇಕು ಎಂದು ಸೂಚಿಸಿದರು. — [208, 388, 348, 489]
s1-kicker: ಜನಗಣತಿ — [70, 142, 104, 155]
bottom-body-text: ಗ್ರಾಮೀಣ ಪ್ರದೇಶದ ವಿದ್ಯಾರ್ಥಿಗಳು ಉನ್ನತ ಶಿಕ್ಷಣದಲ್ಲಿ ಯಶಸ್ಸು ಸಾಧಿಸಲು ನೆರವಾಗುವ ಉದ್ದೇಶದಿಂದ ಎಸ್.ಬಿ. ಟ್ರಸ್ಟ್ ವತಿಯಿಂದ ಉಚಿತ ಸಿಇಟಿ ತರಬೇತಿ ನೀಡಲಾಗುತ್ತಿದೆ ಎಂದು ಶಾಸಕ ಸಿ.ಬಿ. ಸುರೇಶ್ಬಾಬು ತಿಳಿಸಿದರು. ಪಟ್ಟಣದಲ್ಲಿ ನಡೆದ ಕಾರ್ಯಕ್ರಮದಲ್ಲಿ ಮಾತನಾಡಿದ ಅವರು, 14 ವರ್ಷಗಳಿಂದ ಈ ತರಬೇತಿ ನಡೆಯುತ್ತಿದ್ದು ಸಾವಿರಾರು ವಿದ್ಯಾರ್ಥಿಗಳು ಇದರ ಪ್ರಯೋಜನ ಪಡೆದಿದ್ದಾರೆ. ಇಲ್ಲಿ ತರಬೇತಿ ಪಡೆದ ಅನೇಕರು ಎಂಜಿನಿಯರಿಂಗ್ ಹಾಗೂ ವೈದ್ಯಕೀಯ ಸೀಟು ಪಡೆದಿದ್ದಾರೆ. ಯಾವುದೇ ರಾಜಕೀಯ ಉದ್ದೇಶವಿಲ್ಲದೆ ಈ ಸೇವೆ ಮುಂದುವರಿಸಲಾಗುವುದು. ಈ ವರ್ಷ 485 ವಿದ್ಯಾರ್ಥಿಗಳು ನೋಂದಾಯಿಸಿಕೊಂಡಿದ್ದು ಅವರಿಗೆ ಪರಿಣಿತ ಉಪನ್ಯಾಸಕರಿಂದ ತರಬೇತಿ ನೀಡಲಾಗುತ್ತಿದೆ. ವಿದ್ಯಾರ್ಥಿಗಳು ಶ್ರದ್ಧೆಯಿಂದ ಅಭ್ಯಾಸ ಮಾಡಬೇಕು ಎಂದು ಕಿವಿಮಾತು ಹೇಳಿದರು. ತರಬೇತಿ ಶಿಬಿರದಲ್ಲಿ 98 ಮಂದಿ ವಿದ್ಯಾರ್ಥಿಗಳು ಉತ್ತಮ ಅಂಕ ಗಳಿಸಿದ್ದಾರೆ. ಅವರಿಗೆ ಪ್ರೋತ್ಸಾಹ ನೀಡಲಾಗುವುದು. ಕಾರ್ಯಕ್ರಮದಲ್ಲಿ ಟ್ರಸ್ಟ್ ಪದಾಧಿಕಾರಿಗಳು, ಉಪನ್ಯಾಸಕರು ಹಾಗೂ ಪೋಷಕರು ಪಾಲ್ಗೊಂಡಿದ್ದರು. — [22, 1202, 182, 1331]
right-sub-1: ಬಿಲ್ ಪಾವತಿಗೆ ಬ್ರೇಕ್: — [664, 489, 713, 498]
sun-icon — [454, 74, 463, 83]
lead-dateline: ತುಮಕೂರು: — [214, 388, 242, 396]
sidebar-column-rule — [198, 96, 199, 1140]
ambedkar-jayanti-caption: ಹೊಳೆನರಸೀಪುರ ಪಟ್ಟಣದಲ್ಲಿ ನಡೆದ ಅಂಬೇಡ್ಕರ್ ಅವರ 135 ನೇ ಜಯಂತಿ ವೇದಿಕೆ ಕಾರ್ಯಕ್ರಮದಲ್ಲಿ ತಹಶೀಲ್ದಾರ್ ವೈ.ಎಂ.ರೇಣುಕುಮಾರ್ ಹಾಗೂ ಗಣ್ಯರುಗಳು ಕಾರ್ಯಕ್ರಮಕ್ಕೆ ಜ್ಯೋತಿ ಬೆಳಗಿಸುವ ಮೂಲಕ ಚಾಲನೆ ನೀಡಿದರು. — [702, 250, 915, 279]
mid-body-1 — [210, 734, 482, 970]
lead-right-rule — [650, 320, 651, 698]
weather-block-2 — [578, 74, 648, 88]
masthead — [8, 36, 938, 92]
sidebar-divider — [14, 702, 194, 703]
top-rule-1 — [434, 96, 435, 318]
story2-body — [494, 1176, 634, 1434]
bottom-kicker: ಯಾವುದೇ ರಾಜಕೀಯವಿಲ್ಲದೆ ಯಶಸ್ವಿ: ಸಿ.ಬಿ. ಸುರೇಶ್ಬಾಬು ಹೇಳಿಕೆ — [22, 1149, 273, 1163]
cloud-icon — [610, 76, 620, 82]
s4-body — [16, 842, 192, 1138]
lead-inset-body: ಕಾಲುಬಾಯಿ ರೋಗವನ್ನು ನಿಯಂತ್ರಿಸಿ ಹಾಗೂ ನಿರ್ಮೂಲನೆ ಮಾಡಲು ಪ್ರತಿ 6 ತಿಂಗಳಿಗೊಮ್ಮೆ ಲಸಿಕೆ ಹಾಕುವುದು ಅತ್ಯಂತ ಪರಿಣಾಮಕಾರಿ ಮಾರ್ಗವಾಗಿದೆ. ಈ ನಿಟ್ಟಿನಲ್ಲಿ ಕಾಲುಬಾಯಿ ರೋಗದ ಲಸಿಕಾ ಅಭಿಯಾನ ಜಿಲ್ಲೆಯಾದ್ಯಂತ ನಡೆಯುತ್ತಿದ್ದು, ರೈತರು ತಮ್ಮ ಜಾನುವಾರುಗಳಿಗೆ ಕಡ್ಡಾಯವಾಗಿ ಲಸಿಕೆ ಹಾಕಿಸಬೇಕು ಎಂದು ಹೇಳಿದರು. — [357, 489, 639, 516]
masthead-rule — [8, 92, 938, 94]
beneficiary-photo — [658, 736, 936, 858]
right-dateline: ಹುಲಿಯೂರು: — [664, 404, 695, 412]
logo-sub: ರಾಷ್ಟ್ರ ಜಾಗೃತಿಯ ಧ್ವನಿ — [100, 67, 139, 73]
print-marks-4 — [846, 1440, 886, 1459]
cet-photo-2 — [286, 1204, 382, 1324]
story-title: ಶಿಕ್ಷಣವೊಂದೇ ಸಮಾಜದ ಬದಲಾವಣೆ ಅಸ್ತ್ರ — [444, 97, 607, 111]
s3-body-text: ಅರಸೀಕೆರೆ ತಾಲ್ಲೂಕಿನ ಶ್ರೀ ಕೋಡಿಮಠ ಹೋಬಳಿ ಹರಿಹರಪುರದ ಶ್ರೀ ಕಂಠಾಂಬ ದೇವಸ್ಥಾನದ ಜಾತ್ರಾ ಮಹೋತ್ಸವ ಏ.26 ರಂದು ನಡೆಯಲಿದ್ದು ಭಕ್ತಾದಿಗಳು ಭಾಗವಹಿಸಬೇಕು. — [16, 746, 192, 773]
logo-box — [64, 36, 246, 66]
